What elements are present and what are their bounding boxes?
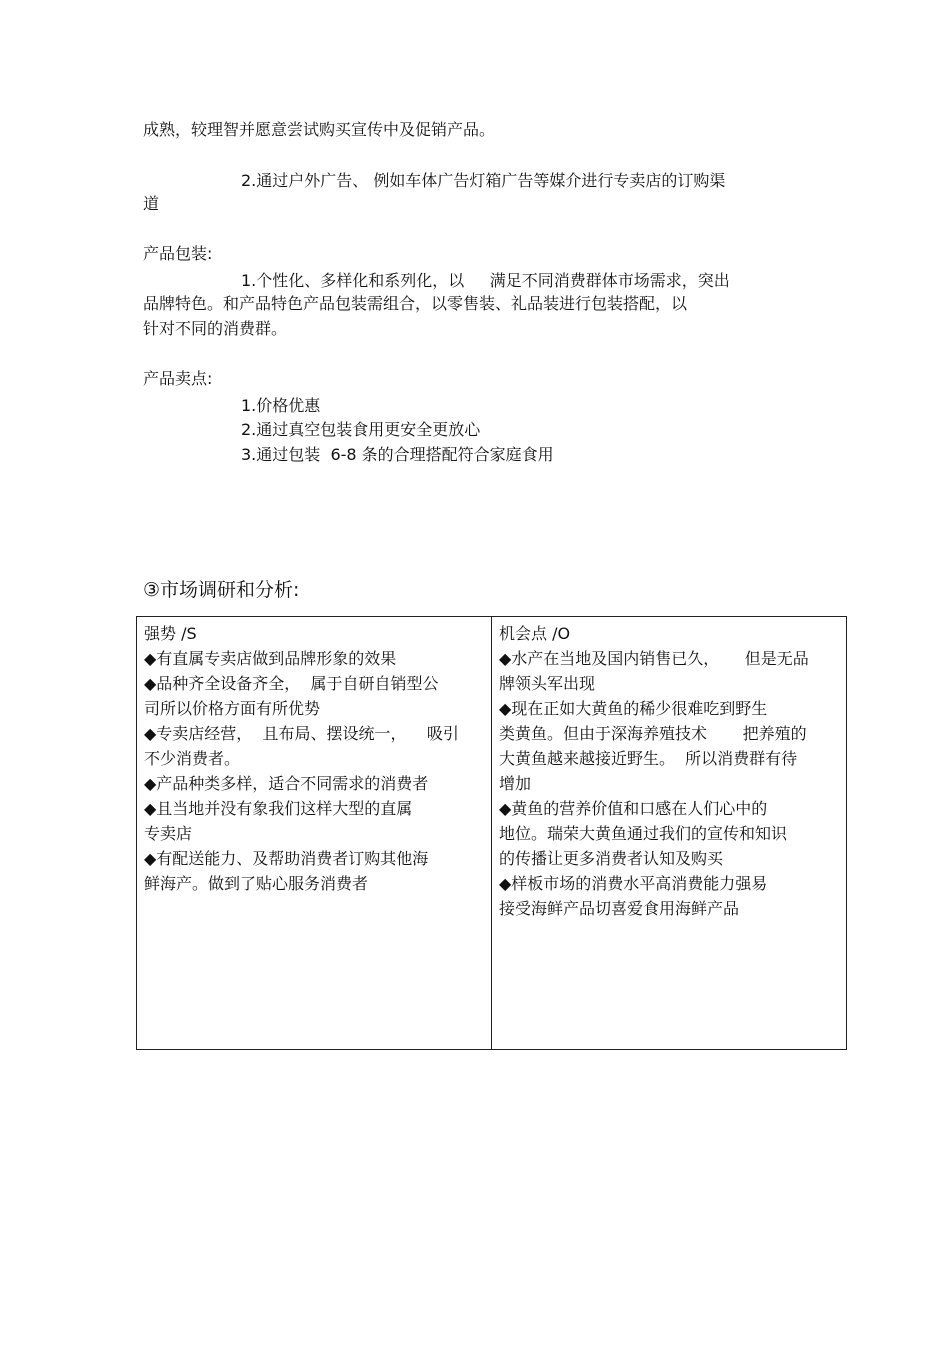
opportunity-line: 接受海鲜产品切喜爱食用海鲜产品 xyxy=(499,899,740,918)
opportunity-line: 增加 xyxy=(499,774,532,793)
section-heading: ③市场调研和分析: xyxy=(143,579,300,601)
selling-points-title: 产品卖点: xyxy=(143,369,213,388)
strength-line: ◆且当地并没有象我们这样大型的直属 xyxy=(144,799,413,818)
opportunity-line: 牌领头军出现 xyxy=(499,674,596,693)
strength-line: 专卖店 xyxy=(144,824,193,843)
strength-line: ◆产品种类多样，适合不同需求的消费者 xyxy=(144,774,429,793)
opportunity-line: ◆样板市场的消费水平高消费能力强易 xyxy=(499,874,768,893)
swot-table xyxy=(136,616,847,1050)
channel-line-1: 2.通过户外广告、 例如车体广告灯箱广告等媒介进行专卖店的订购渠 xyxy=(241,171,726,190)
strength-line: ◆品种齐全设备齐全， 属于自研自销型公 xyxy=(144,674,439,693)
opportunity-line: ◆黄鱼的营养价值和口感在人们心中的 xyxy=(499,799,768,818)
packaging-line-2: 品牌特色。和产品特色产品包装需组合，以零售装、礼品装进行包装搭配，以 xyxy=(143,294,688,313)
opportunity-line: 大黄鱼越来越接近野生。 所以消费群有待 xyxy=(499,749,798,768)
strengths-header: 强势 /S xyxy=(144,624,197,643)
selling-point-item: 3.通过包装 6-8 条的合理搭配符合家庭食用 xyxy=(241,445,554,464)
strength-line: 鲜海产。做到了贴心服务消费者 xyxy=(144,874,369,893)
opportunity-line: 类黄鱼。但由于深海养殖技术 把养殖的 xyxy=(499,724,807,743)
strength-line: ◆有配送能力、及帮助消费者订购其他海 xyxy=(144,849,429,868)
strength-line: ◆有直属专卖店做到品牌形象的效果 xyxy=(144,649,397,668)
channel-line-2: 道 xyxy=(143,194,160,213)
opportunity-line: ◆水产在当地及国内销售已久， 但是无品 xyxy=(499,649,809,668)
opportunity-line: ◆现在正如大黄鱼的稀少很难吃到野生 xyxy=(499,699,768,718)
opportunity-line: 地位。瑞荣大黄鱼通过我们的宣传和知识 xyxy=(499,824,788,843)
opportunities-cell xyxy=(492,617,847,1050)
packaging-line-1: 1.个性化、多样化和系列化，以 满足不同消费群体市场需求，突出 xyxy=(241,271,730,290)
selling-point-item: 1.价格优惠 xyxy=(241,396,321,415)
opportunities-header: 机会点 /O xyxy=(499,624,571,643)
opportunity-line: 的传播让更多消费者认知及购买 xyxy=(499,849,724,868)
strength-line: 司所以价格方面有所优势 xyxy=(144,699,321,718)
strengths-cell xyxy=(137,617,492,1050)
strength-line: ◆专卖店经营， 且布局、摆设统一， 吸引 xyxy=(144,724,459,743)
strength-line: 不少消费者。 xyxy=(144,749,241,768)
packaging-line-3: 针对不同的消费群。 xyxy=(143,319,288,338)
packaging-title: 产品包装: xyxy=(143,244,213,263)
intro-line: 成熟，较理智并愿意尝试购买宣传中及促销产品。 xyxy=(143,120,496,139)
selling-point-item: 2.通过真空包装食用更安全更放心 xyxy=(241,420,481,439)
